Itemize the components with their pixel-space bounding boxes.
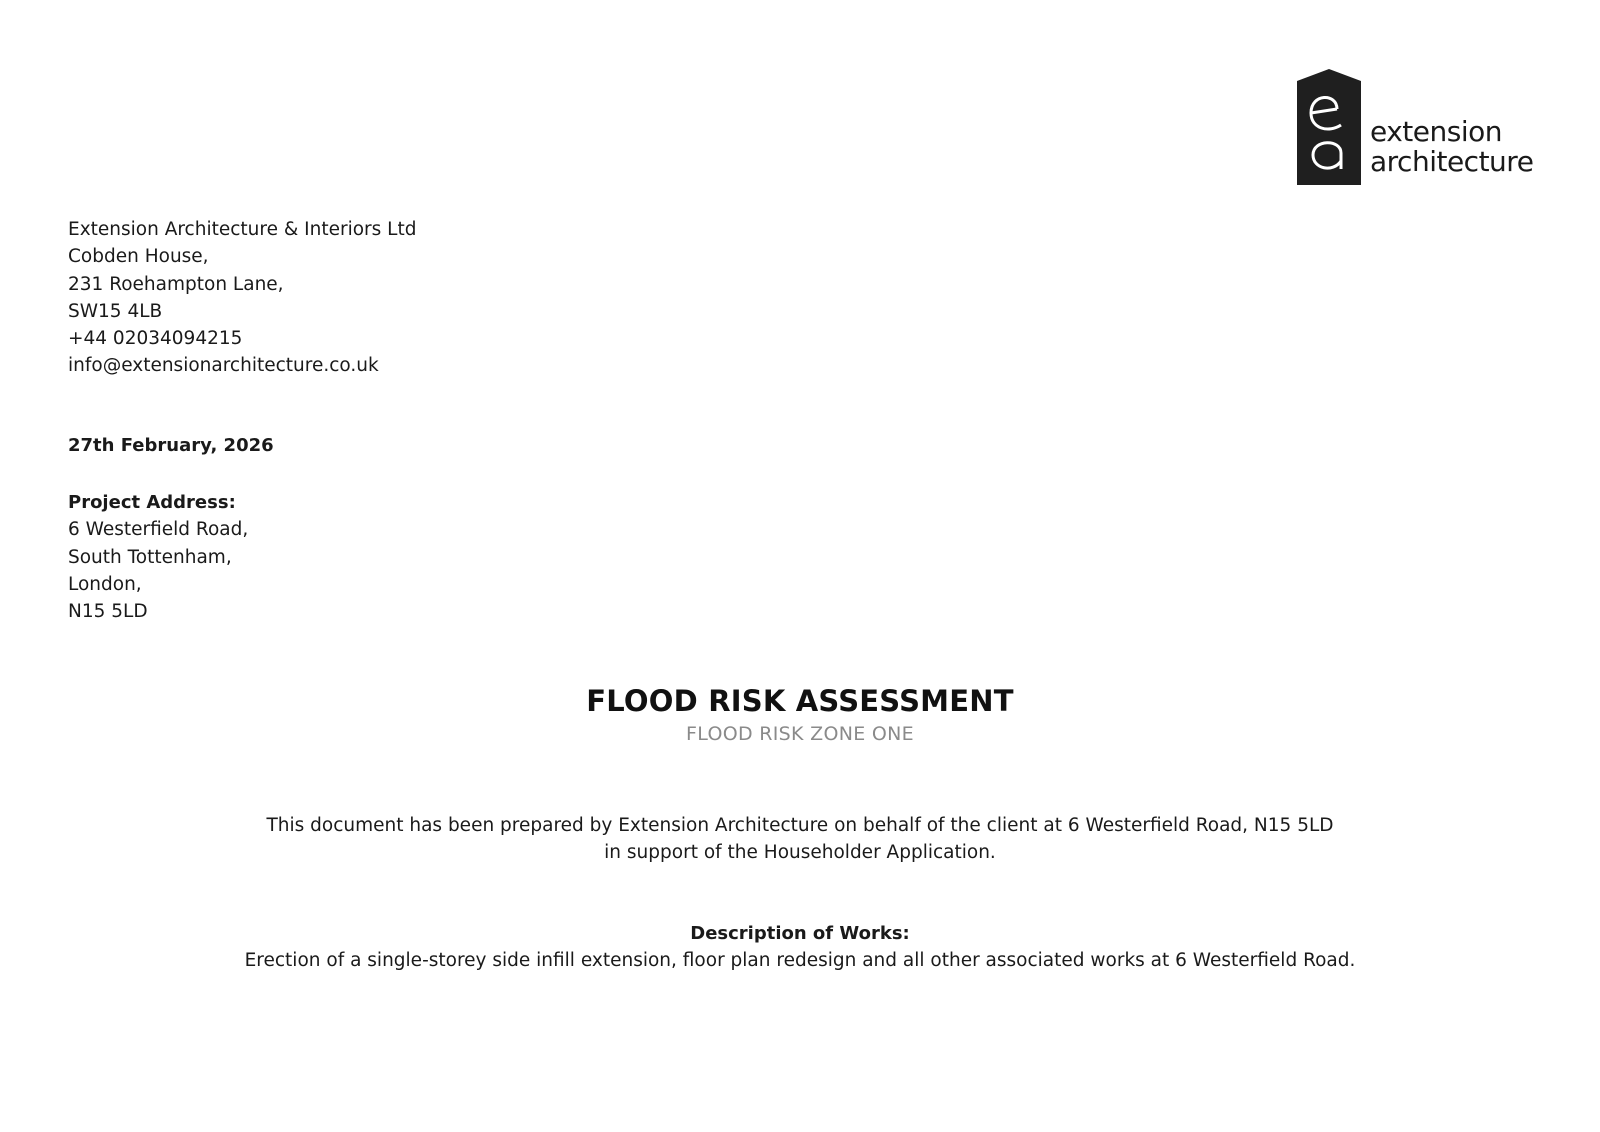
project-address [68,489,248,625]
intro-line-1: This document has been prepared by Extension Architecture on behalf of the client at 6 Westerfield Road, N15 5LD [266,815,1334,836]
document-heading [0,683,1600,745]
sender-building: Cobden House, [68,246,209,268]
document-title: FLOOD RISK ASSESSMENT [586,684,1014,718]
project-address-label: Project Address: [68,492,236,513]
logo-line-1: extension [1370,115,1502,148]
sender-company: Extension Architecture & Interiors Ltd [68,219,417,240]
logo-wordmark [1370,117,1533,177]
sender-email: info@extensionarchitecture.co.uk [68,355,379,377]
project-street: 6 Westerfield Road, [68,519,249,541]
project-area: South Tottenham, [68,546,232,568]
works-text: Erection of a single-storey side infill extension, floor plan redesign and all other associated works at 6 Westerfield Road. [244,950,1356,971]
description-of-works [0,920,1600,974]
company-logo [1297,69,1547,187]
intro-line-2: in support of the Householder Application. [604,842,996,863]
project-postcode: N15 5LD [68,601,148,623]
sender-postcode: SW15 4LB [68,300,163,322]
works-label: Description of Works: [690,923,910,944]
document-subtitle: FLOOD RISK ZONE ONE [686,723,914,745]
document-date: 27th February, 2026 [68,435,274,456]
ea-house-logo-icon [1297,69,1361,185]
intro-paragraph [0,812,1600,866]
sender-street: 231 Roehampton Lane, [68,273,284,295]
sender-address [68,216,416,380]
logo-line-2: architecture [1370,145,1534,178]
sender-phone: +44 02034094215 [68,328,243,350]
project-city: London, [68,573,142,595]
